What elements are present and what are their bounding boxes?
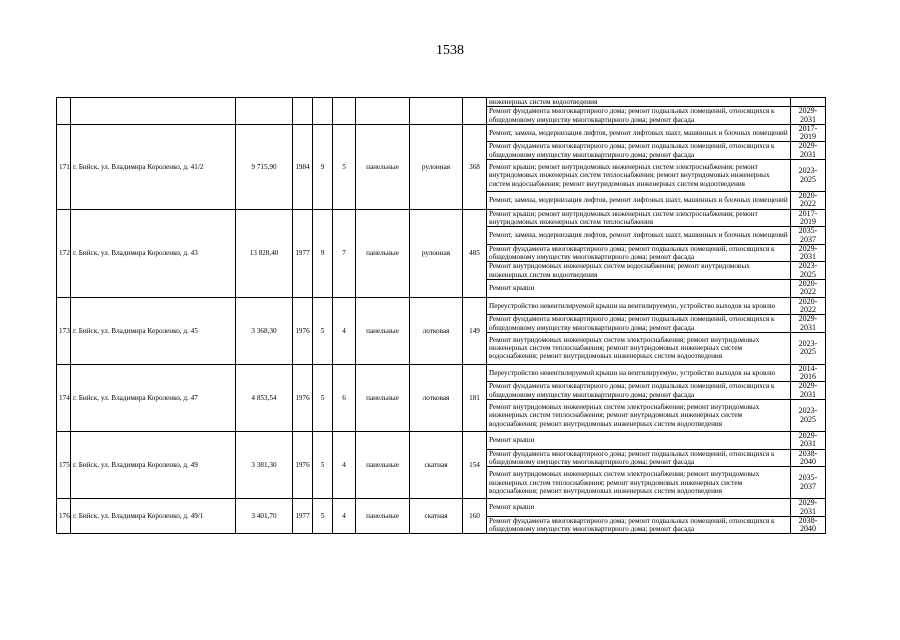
- residents-count: 485: [463, 209, 487, 297]
- work-description: Ремонт внутридомовых инженерных систем водоснабжения; ремонт внутридомовых инженерных систем водоотведения: [487, 262, 791, 280]
- building-area: 3 368,30: [236, 297, 293, 364]
- building-number: 175: [57, 432, 71, 499]
- work-description: Ремонт фундамента многоквартирного дома; ремонт подвальных помещений, относящихся к общедомовому имуществу многоквартирного дома; ремонт фасада: [487, 142, 791, 160]
- work-period: 2020-2022: [791, 297, 826, 315]
- building-number: 172: [57, 209, 71, 297]
- building-number: 171: [57, 124, 71, 209]
- work-period: 2023-2025: [791, 160, 826, 192]
- building-number: 174: [57, 364, 71, 431]
- building-address: г. Бийск, ул. Владимира Короленко, д. 45: [71, 297, 236, 364]
- wall-material: панельные: [356, 499, 410, 534]
- building-address: [71, 98, 236, 125]
- work-period: 2020-2022: [791, 192, 826, 210]
- residents-count: [463, 98, 487, 125]
- building-year: 1976: [293, 432, 313, 499]
- building-entrances: 7: [333, 209, 356, 297]
- work-description: Ремонт крыши; ремонт внутридомовых инженерных систем электроснабжения; ремонт внутридомовых инженерных систем теплоснабжения: [487, 209, 791, 227]
- work-period: 2029-2031: [791, 142, 826, 160]
- residents-count: 154: [463, 432, 487, 499]
- work-description: Ремонт крыши: [487, 280, 791, 298]
- work-description: Ремонт, замена, модернизация лифтов, ремонт лифтовых шахт, машинных и блочных помещений: [487, 227, 791, 245]
- work-period: 2038-2040: [791, 449, 826, 467]
- work-period: 2017-2019: [791, 209, 826, 227]
- building-address: г. Бийск, ул. Владимира Короленко, д. 49: [71, 432, 236, 499]
- wall-material: панельные: [356, 124, 410, 209]
- building-entrances: 6: [333, 364, 356, 431]
- work-period: 2038-2040: [791, 516, 826, 534]
- building-address: г. Бийск, ул. Владимира Короленко, д. 49/1: [71, 499, 236, 534]
- building-year: 1976: [293, 297, 313, 364]
- building-year: 1977: [293, 209, 313, 297]
- work-period: 2035-2037: [791, 467, 826, 499]
- roof-type: лотковая: [410, 297, 463, 364]
- table-row: [57, 209, 826, 227]
- work-period: [791, 98, 826, 107]
- work-period: 2029-2031: [791, 107, 826, 125]
- wall-material: панельные: [356, 297, 410, 364]
- work-description: Переустройство невентилируемой крыши на вентилируемую, устройство выходов на кровлю: [487, 364, 791, 382]
- roof-type: лотковая: [410, 364, 463, 431]
- page-number: 1538: [436, 43, 464, 58]
- work-description: Ремонт крыши; ремонт внутридомовых инженерных систем электроснабжения; ремонт внутридомовых инженерных систем теплоснабжения; ремонт внутридомовых инженерных систем водоснабжения; ремонт внутридомовых инженерных систем водоотведения: [487, 160, 791, 192]
- building-floors: 9: [313, 124, 333, 209]
- table-row: [57, 364, 826, 382]
- building-entrances: 4: [333, 499, 356, 534]
- building-floors: 5: [313, 364, 333, 431]
- building-year: 1976: [293, 364, 313, 431]
- building-area: 3 401,70: [236, 499, 293, 534]
- work-description: Ремонт фундамента многоквартирного дома; ремонт подвальных помещений, относящихся к общедомовому имуществу многоквартирного дома; ремонт фасада: [487, 382, 791, 400]
- wall-material: панельные: [356, 364, 410, 431]
- work-period: 2020-2022: [791, 280, 826, 298]
- building-floors: 5: [313, 297, 333, 364]
- work-description: Ремонт внутридомовых инженерных систем электроснабжения; ремонт внутридомовых инженерных систем теплоснабжения; ремонт внутридомовых инженерных систем водоснабжения; ремонт внутридомовых инженерных систем водоотведения: [487, 400, 791, 432]
- building-address: г. Бийск, ул. Владимира Короленко, д. 47: [71, 364, 236, 431]
- residents-count: 368: [463, 124, 487, 209]
- roof-type: скатная: [410, 432, 463, 499]
- work-description: Ремонт фундамента многоквартирного дома; ремонт подвальных помещений, относящихся к общедомовому имуществу многоквартирного дома; ремонт фасада: [487, 107, 791, 125]
- building-number: [57, 98, 71, 125]
- wall-material: панельные: [356, 432, 410, 499]
- roof-type: рулонная: [410, 209, 463, 297]
- residents-count: 181: [463, 364, 487, 431]
- work-description: Ремонт фундамента многоквартирного дома; ремонт подвальных помещений, относящихся к общедомовому имуществу многоквартирного дома; ремонт фасада: [487, 449, 791, 467]
- housing-repair-table: [56, 97, 826, 534]
- work-description: Ремонт фундамента многоквартирного дома; ремонт подвальных помещений, относящихся к общедомовому имуществу многоквартирного дома; ремонт фасада: [487, 244, 791, 262]
- work-period: 2023-2025: [791, 332, 826, 364]
- roof-type: скатная: [410, 499, 463, 534]
- work-description: Ремонт внутридомовых инженерных систем электроснабжения; ремонт внутридомовых инженерных систем теплоснабжения; ремонт внутридомовых инженерных систем водоснабжения; ремонт внутридомовых инженерных систем водоотведения: [487, 467, 791, 499]
- work-description: Ремонт крыши: [487, 499, 791, 517]
- table-row: [57, 98, 826, 107]
- building-floors: [313, 98, 333, 125]
- work-period: 2023-2025: [791, 262, 826, 280]
- building-address: г. Бийск, ул. Владимира Короленко, д. 41/2: [71, 124, 236, 209]
- table-row: [57, 297, 826, 315]
- wall-material: панельные: [356, 209, 410, 297]
- building-entrances: 4: [333, 297, 356, 364]
- building-floors: 9: [313, 209, 333, 297]
- building-area: 13 828,40: [236, 209, 293, 297]
- residents-count: 160: [463, 499, 487, 534]
- work-description: Ремонт внутридомовых инженерных систем электроснабжения; ремонт внутридомовых инженерных систем теплоснабжения; ремонт внутридомовых инженерных систем водоснабжения; ремонт внутридомовых инженерных систем водоотведения: [487, 332, 791, 364]
- work-period: 2035-2037: [791, 227, 826, 245]
- work-description: Ремонт крыши: [487, 432, 791, 450]
- building-floors: 5: [313, 432, 333, 499]
- work-period: 2029-2031: [791, 382, 826, 400]
- work-period: 2029-2031: [791, 244, 826, 262]
- building-entrances: 4: [333, 432, 356, 499]
- building-number: 173: [57, 297, 71, 364]
- work-description: Переустройство невентилируемой крыши на вентилируемую, устройство выходов на кровлю: [487, 297, 791, 315]
- work-description: Ремонт фундамента многоквартирного дома; ремонт подвальных помещений, относящихся к общедомовому имуществу многоквартирного дома; ремонт фасада: [487, 315, 791, 333]
- building-entrances: [333, 98, 356, 125]
- work-period: 2014-2016: [791, 364, 826, 382]
- roof-type: [410, 98, 463, 125]
- work-period: 2017-2019: [791, 124, 826, 142]
- building-year: 1984: [293, 124, 313, 209]
- building-area: 4 853,54: [236, 364, 293, 431]
- building-floors: 5: [313, 499, 333, 534]
- table-row: [57, 124, 826, 142]
- table-row: [57, 499, 826, 517]
- wall-material: [356, 98, 410, 125]
- building-year: 1977: [293, 499, 313, 534]
- building-number: 176: [57, 499, 71, 534]
- work-period: 2023-2025: [791, 400, 826, 432]
- work-description: Ремонт, замена, модернизация лифтов, ремонт лифтовых шахт, машинных и блочных помещений: [487, 124, 791, 142]
- building-area: 3 381,30: [236, 432, 293, 499]
- work-description: Ремонт, замена, модернизация лифтов, ремонт лифтовых шахт, машинных и блочных помещений: [487, 192, 791, 210]
- table-row: [57, 432, 826, 450]
- roof-type: рулонная: [410, 124, 463, 209]
- work-description: инженерных систем водоотведения: [487, 98, 791, 107]
- building-address: г. Бийск, ул. Владимира Короленко, д. 43: [71, 209, 236, 297]
- work-description: Ремонт фундамента многоквартирного дома; ремонт подвальных помещений, относящихся к общедомовому имуществу многоквартирного дома; ремонт фасада: [487, 516, 791, 534]
- building-year: [293, 98, 313, 125]
- work-period: 2029-2031: [791, 315, 826, 333]
- work-period: 2029-2031: [791, 499, 826, 517]
- building-area: [236, 98, 293, 125]
- building-area: 9 715,90: [236, 124, 293, 209]
- work-period: 2029-2031: [791, 432, 826, 450]
- residents-count: 149: [463, 297, 487, 364]
- building-entrances: 5: [333, 124, 356, 209]
